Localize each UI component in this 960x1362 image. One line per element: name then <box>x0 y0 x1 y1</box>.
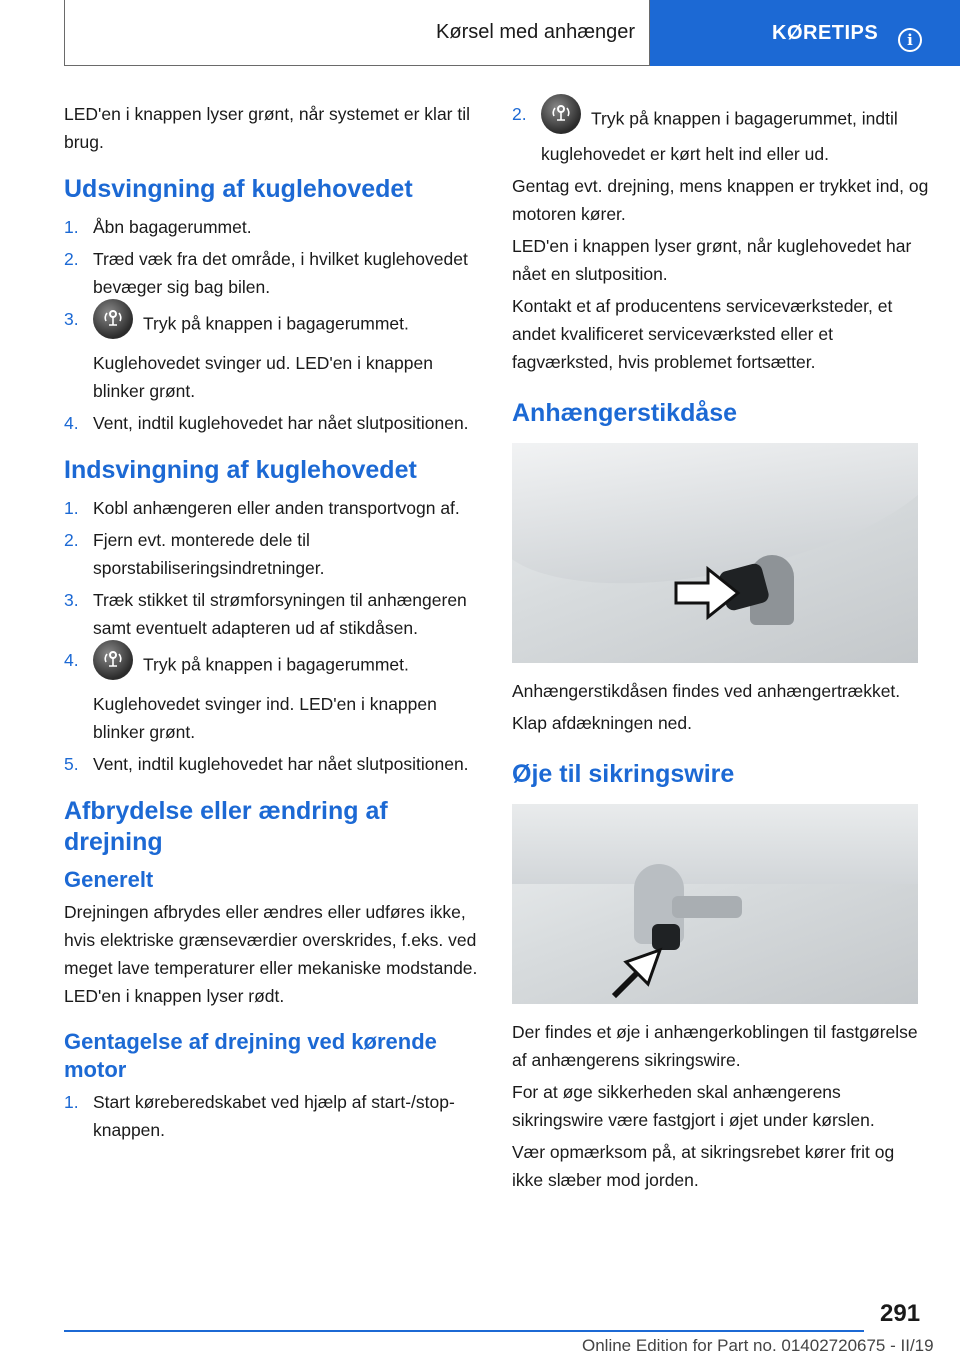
section-tab[interactable] <box>64 0 650 66</box>
list-item: 2. Tryk på knappen i bagagerummet, indtil kuglehovedet er kørt helt ind eller ud. <box>512 100 930 168</box>
heading-afbrydelse: Afbrydelse eller ændring af drejning <box>64 797 388 856</box>
edition-text: Online Edition for Part no. 01402720675 - II/19 <box>582 1336 934 1355</box>
list-item: 4. Vent, indtil kuglehovedet har nået slutpositionen. <box>64 413 469 433</box>
list-udsvingning <box>64 213 482 437</box>
klap-text: Klap afdækningen ned. <box>512 713 692 733</box>
list-item: 5. Vent, indtil kuglehovedet har nået slutpositionen. <box>64 754 469 774</box>
list-gentagelse <box>64 1088 482 1144</box>
trailer-socket-photo <box>512 443 918 663</box>
subheading-gentagelse: Gentagelse af drejning ved kørende motor <box>64 1029 437 1082</box>
subheading-generelt: Generelt <box>64 867 154 892</box>
heading-udsvingning: Udsvingning af kuglehovedet <box>64 175 413 203</box>
opmaerksom-text: Vær opmærksom på, at sikringsrebet kører frit og ikke slæber mod jorden. <box>512 1142 895 1190</box>
left-column <box>64 100 482 1148</box>
heading-stikdaase: Anhængerstikdåse <box>512 399 738 427</box>
sikkerhed-text: For at øge sikkerheden skal anhængerens sikringswire være fastgjort i øjet under kørslen. <box>512 1082 875 1130</box>
right-column <box>512 100 930 1198</box>
generelt-text: Drejningen afbrydes eller ændres eller udføres ikke, hvis elektriske grænseværdier overskrides, f.eks. ved meget lave temperaturer eller mekaniske modstande. LED'en i knappen lyser rødt. <box>64 902 478 1006</box>
section-title: Kørsel med anhænger <box>436 21 635 43</box>
contact-text: Kontakt et af producentens serviceværksteder, et andet kvalificeret serviceværksted eller et fagværksted, hvis problemet fortsætter. <box>512 296 893 372</box>
list-item: 1. Start køreberedskabet ved hjælp af start-/stop-knappen. <box>64 1092 455 1140</box>
list-item: 2. Træd væk fra det område, i hvilket kuglehovedet bevæger sig bag bilen. <box>64 249 468 297</box>
list-item: 1. Åbn bagagerummet. <box>64 217 252 237</box>
page-number: 291 <box>880 1300 921 1327</box>
led-text: LED'en i knappen lyser grønt, når kuglehovedet har nået en slutposition. <box>512 236 912 284</box>
heading-oeje: Øje til sikringswire <box>512 760 735 788</box>
repeat-text: Gentag evt. drejning, mens knappen er trykket ind, og motoren kører. <box>512 176 929 224</box>
list-item: 3. Træk stikket til strømforsyningen til anhængeren samt eventuelt adapteren ud af stikdåsen. <box>64 590 467 638</box>
category-tab[interactable] <box>650 0 960 66</box>
list-item: 3. Tryk på knappen i bagagerummet. Kuglehovedet svinger ud. LED'en i knappen blinker grønt. <box>64 305 482 405</box>
trailer-hitch-button-icon <box>93 299 133 339</box>
page-header <box>64 0 960 66</box>
arrow-icon <box>608 936 672 1000</box>
category-title: KØRETIPS <box>772 21 879 44</box>
trailer-hitch-button-icon <box>541 94 581 134</box>
stikdaase-text: Anhængerstikdåsen findes ved anhængertrækket. <box>512 681 901 701</box>
list-item: 1. Kobl anhængeren eller anden transportvogn af. <box>64 498 460 518</box>
intro-text: LED'en i knappen lyser grønt, når systemet er klar til brug. <box>64 104 471 152</box>
heading-indsvingning: Indsvingning af kuglehovedet <box>64 456 417 484</box>
safety-eye-photo <box>512 804 918 1004</box>
list-gentagelse-cont <box>512 100 930 168</box>
footer-divider <box>64 1330 864 1332</box>
arrow-icon <box>672 561 742 621</box>
oeje-text: Der findes et øje i anhængerkoblingen til fastgørelse af anhængerens sikringswire. <box>512 1022 918 1070</box>
info-icon[interactable]: i <box>898 28 922 52</box>
list-item: 2. Fjern evt. monterede dele til sporstabiliseringsindretninger. <box>64 530 325 578</box>
trailer-hitch-button-icon <box>93 640 133 680</box>
list-indsvingning <box>64 494 482 778</box>
list-item: 4. Tryk på knappen i bagagerummet. Kuglehovedet svinger ind. LED'en i knappen blinker grønt. <box>64 646 482 746</box>
